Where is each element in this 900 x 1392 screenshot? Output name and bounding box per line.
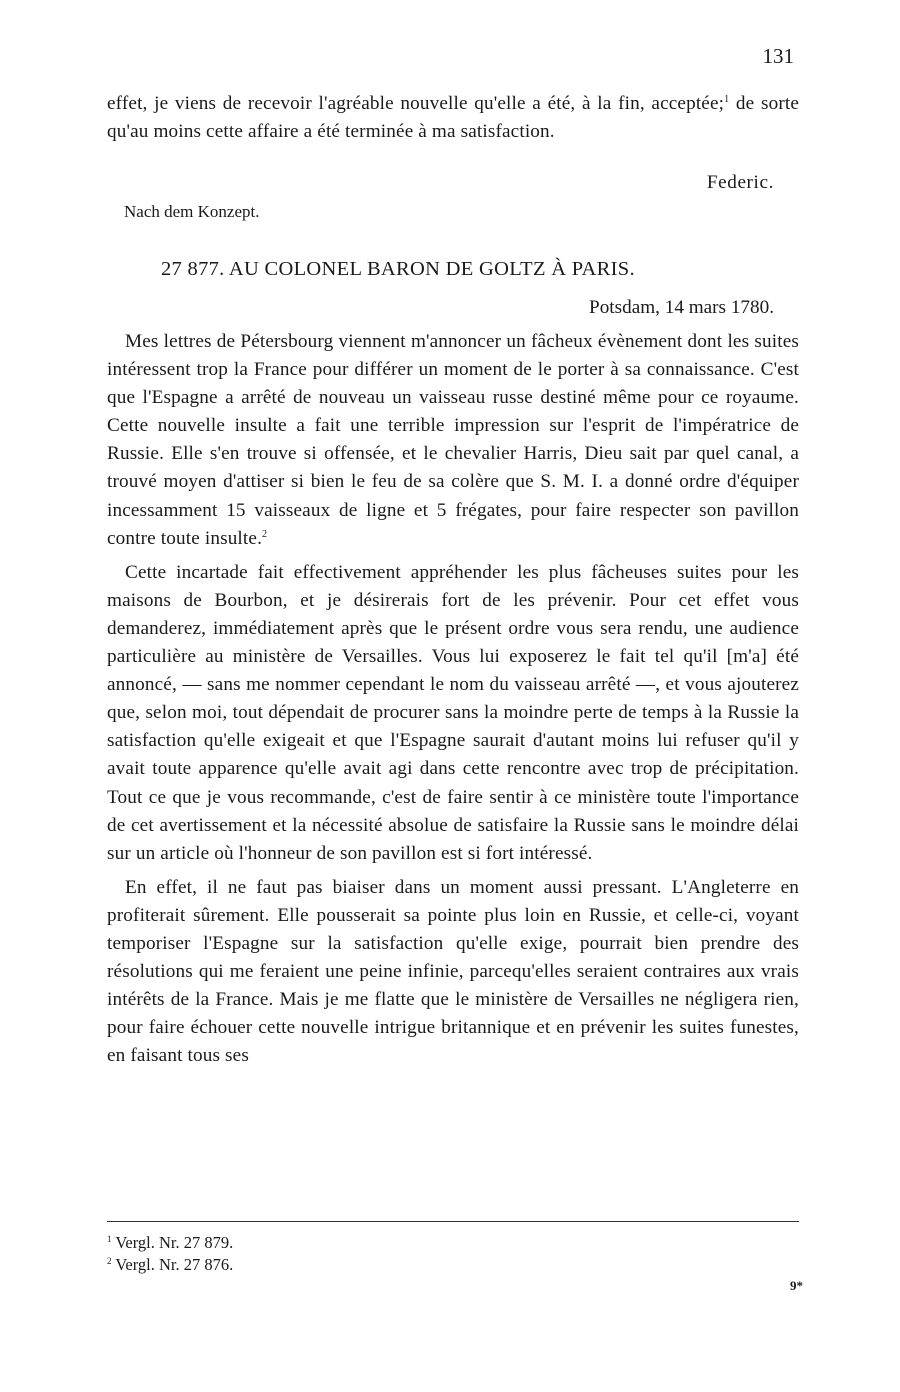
place-date: Potsdam, 14 mars 1780.: [589, 297, 774, 318]
paragraph-1-text: Mes lettres de Pétersbourg viennent m'annoncer un fâcheux évènement dont les suites intéressent trop la France pour différer un moment de le porter à sa connaissance. C'est que l'Espagne a arrêté de nouveau un vaisseau russe destiné même pour ce royaume. Cette nouvelle insulte a fait une terrible impression sur l'esprit de l'impératrice de Russie. Elle s'en trouve si offensée, et le chevalier Harris, Dieu sait par quel canal, a trouvé moyen d'attiser si bien le feu de sa colère que S. M. I. a donné ordre d'équiper incessamment 15 vaisseaux de ligne et 5 frégates, pour faire respecter son pavillon contre toute insulte.: [107, 331, 799, 549]
letter-body: [107, 328, 799, 1076]
paragraph-2: Cette incartade fait effectivement appréhender les plus fâcheuses suites pour les maisons de Bourbon, et je désirerais fort de les prévenir. Pour cet effet vous demanderez, immédiatement après que le présent ordre vous sera rendu, une audience particulière au ministère de Versailles. Vous lui exposerez le fait tel qu'il [m'a] été annoncé, — sans me nommer cependant le nom du vaisseau arrêté —, et vous ajouterez que, selon moi, tout dépendait de procurer sans la moindre perte de temps à la Russie la satisfaction qu'elle exigeait et que l'Espagne saurait d'autant moins lui refuser qu'il y avait toute apparence qu'elle avait agi dans cette rencontre avec trop de précipitation. Tout ce que je vous recommande, c'est de faire sentir à ce ministère toute l'importance de cet avertissement et la nécessité absolue de satisfaire la Russie sans le moindre délai sur un article où l'honneur de son pavillon est si fort intéressé.: [107, 561, 799, 864]
paragraph-3: En effet, il ne faut pas biaiser dans un moment aussi pressant. L'Angleterre en profiterait sûrement. Elle pousserait sa pointe plus loin en Russie, et celle-ci, voyant temporiser l'Espagne sur la satisfaction qu'elle exige, pourrait bien prendre des résolutions qui me feraient une peine infinie, parcequ'elles seraient contraires aux vrais intérêts de la France. Mais je me flatte que le ministère de Versailles ne négligera rien, pour faire échouer cette nouvelle intrigue britannique et en prévenir les suites funestes, en faisant tous ses: [107, 876, 799, 1067]
footnote-text-2: Vergl. Nr. 27 876.: [115, 1255, 234, 1274]
page-number: 131: [762, 44, 794, 68]
paragraph-1: [107, 328, 799, 553]
letter-heading: 27 877. AU COLONEL BARON DE GOLTZ À PARIS.: [161, 258, 635, 280]
footnote-1: [107, 1232, 233, 1254]
footnote-ref-2: 2: [262, 528, 268, 540]
intro-text-continued: de sorte qu'au moins cette affaire a été terminée à ma satisfaction.: [107, 93, 799, 143]
footnote-marker-2: 2: [107, 1256, 112, 1266]
signature: Federic.: [706, 172, 774, 193]
footnote-divider: [107, 1221, 799, 1222]
footnote-text-1: Vergl. Nr. 27 879.: [115, 1233, 234, 1252]
footnote-2: [107, 1254, 233, 1276]
intro-paragraph: [107, 90, 799, 146]
footnotes: [107, 1232, 233, 1276]
printer-signature-mark: 9*: [790, 1278, 803, 1293]
intro-text: effet, je viens de recevoir l'agréable nouvelle qu'elle a été, à la fin, acceptée;: [107, 93, 725, 114]
footnote-ref-1: 1: [724, 94, 730, 105]
footnote-marker-1: 1: [107, 1234, 112, 1244]
source-note: Nach dem Konzept.: [124, 202, 260, 221]
